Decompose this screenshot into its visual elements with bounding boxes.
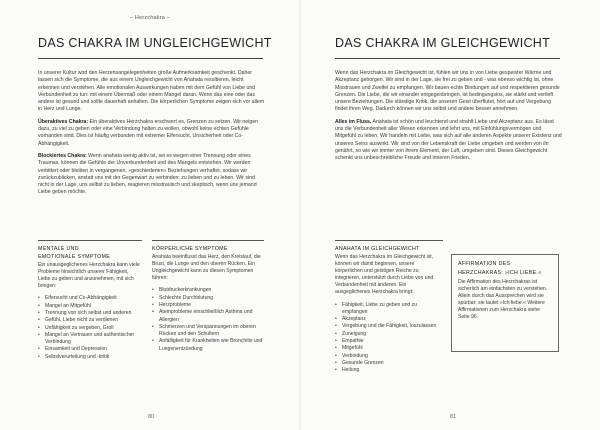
- list-item: • Fähigkeit, Liebe zu geben und zu empfangen: [335, 302, 443, 317]
- list-item: • Einsamkeit und Depression: [38, 346, 142, 353]
- list-item: • Selbstverurteilung und -kritik: [38, 354, 142, 361]
- right-intro-paragraph: Wenn das Herzchakra im Gleichgewicht ist, fühlen wir uns in von Liebe gespeister Wärme und Akzeptanz geborgen. Wir sind in der Lage, sie frei zu geben und - was ebenso wichtig ist, ohne Misstrauen und Zweifel zu empfangen. Wir bauen echte Bindungen auf und respektieren gesunde Grenzen. Die Liebe, die wir einander entgegenbringen, ist bedingungslos, sie stärkt und vertieft unsere Beziehungen. Die ständige Kritik, die unseren Geist überflutet, hört auf und Vergebung findet ihren Weg. Dadurch können wir uns selbst und andere besser annehmen.: [335, 70, 560, 113]
- list-item: • Akzeptanz: [335, 316, 443, 323]
- overactive-paragraph: [38, 119, 266, 148]
- list-item: • Mangel an Vertrauen und authentischer Verbindung: [38, 332, 142, 347]
- physical-intro: Anahata beeinflusst das Herz, den Kreislauf, die Brust, die Lunge und den oberen Rücken. Ein Ungleichgewicht kann zu diesen Symptomen führen:: [152, 254, 261, 282]
- running-head: – Herzchakra –: [129, 15, 171, 21]
- balance-column: [335, 240, 443, 375]
- flow-label: Alles im Fluss.: [335, 118, 372, 125]
- mental-intro: Ein unausgeglichenes Herzchakra kann viele Probleme hinsichtlich unserer Fähigkeit, Liebe zu geben und anzunehmen, mit sich bringen:: [38, 262, 140, 290]
- right-page: [300, 0, 600, 430]
- list-item: • Mangel an Mitgefühl: [38, 303, 142, 310]
- left-body: [38, 70, 266, 202]
- blocked-label: Blockiertes Chakra:: [38, 152, 87, 159]
- flow-text: Anahata ist schön und leuchtend und strahlt Liebe und Akzeptanz aus. Es lässt uns die Verbundenheit aller Wesen erkennen und lehrt uns, mit Einfühlungsvermögen und Mitgefühl zu leben. Wir handeln mit Liebe, was sich auf alle anderen Aspekte unserer Existenz und unseres Seins auswirkt. Wir sind von der Lebenskraft der Liebe umgeben und werden von ihr genährt, so wie wir immer von ihrem Element, der Luft, umgeben sind. Dieses Gleichgewicht schenkt uns unbeschreibliche Freude und inneren Frieden.: [335, 118, 562, 162]
- mental-heading-line-1: MENTALE UND: [38, 246, 79, 252]
- affirmation-text: Die Affirmation des Herzchakras ist sicherlich am einfachsten zu verstehen. Allein durch das Aussprechen wird sie spürbar: sie lautet »Ich liebe.« Weitere Affirmationen zum Herzchakra siehe Seite 96.: [458, 279, 548, 321]
- list-item: • Trennung von sich selbst und anderen: [38, 310, 142, 317]
- left-page-title: DAS CHAKRA IM UNGLEICHGEWICHT: [38, 36, 272, 50]
- list-item: • Schlechte Durchblutung: [152, 295, 264, 302]
- list-item: • Zuneigung: [335, 331, 443, 338]
- list-item: • Gesunde Grenzen: [335, 360, 443, 367]
- balance-heading: ANAHATA IM GLEICHGEWICHT: [335, 246, 420, 252]
- list-item: • Empathie: [335, 338, 443, 345]
- mental-heading-line-2: EMOTIONALE SYMPTOME: [38, 254, 111, 260]
- physical-heading: KÖRPERLICHE SYMPTOME: [152, 246, 228, 252]
- overactive-label: Überaktives Chakra:: [38, 118, 89, 125]
- list-item: • Heilung: [335, 367, 443, 374]
- column-rule: [38, 240, 142, 241]
- list-item: • Vergebung und die Fähigkeit, loszulassen: [335, 323, 443, 330]
- list-item: • Verbindung: [335, 353, 443, 360]
- list-item: • Schmerzen und Verspannungen im oberen Rücken und den Schultern: [152, 324, 264, 339]
- list-item: • Anfälligkeit für Krankheiten wie Bronchitis und Lungenentzündung: [152, 338, 264, 353]
- overactive-text: Ein überaktives Herzchakra erschwert es, Grenzen zu setzen. Wir neigen dazu, zu viel zu geben oder eine Verbindung halten zu wollen, obwohl keine echten Gefühle vorhanden sind. Dies ist häufig verbunden mit extremer Eifersucht, Unsicherheit oder Co-Abhängigkeit.: [38, 118, 258, 147]
- left-intro-paragraph: In unserer Kultur wird den Herzensangelegenheiten große Aufmerksamkeit geschenkt. Daher lassen sich die Symptome, die aus einem Ungleichgewicht von Anahata resultieren, leicht erkennen und verstehen. Alle emotionalen Auswirkungen haben mit dem Gefühl von Liebe und Verbundenheit zu tun: mit einem Übermaß oder einem Mangel daran. Wenn das eine oder das andere ist gesund und sollte dauerhaft anhalten. Die körperlichen Symptome zeigen sich vor allem in Herz und Lunge.: [38, 70, 265, 113]
- title-rule: [335, 58, 560, 59]
- affirmation-heading-line-2: HERZCHAKRAS: »ICH LIEBE.«: [458, 270, 542, 276]
- page-number: 81: [450, 414, 457, 420]
- list-item: • Unfähigkeit zu vergeben, Groll: [38, 325, 142, 332]
- list-item: • Atemprobleme einschließlich Asthma und Allergien: [152, 309, 264, 324]
- page-number: 80: [148, 414, 155, 420]
- list-item: • Blutdruckerkrankungen: [152, 287, 264, 294]
- column-rule: [335, 240, 443, 241]
- title-rule: [38, 58, 263, 59]
- list-item: • Mitgefühl: [335, 345, 443, 352]
- list-item: • Herzprobleme: [152, 302, 264, 309]
- mental-symptom-list: [38, 295, 142, 361]
- blocked-paragraph: [38, 153, 266, 197]
- list-item: • Eifersucht und Co-Abhängigkeit: [38, 295, 142, 302]
- flow-paragraph: [335, 119, 563, 163]
- mental-symptoms-column: [38, 240, 142, 361]
- column-rule: [152, 240, 264, 241]
- balance-intro: Wenn das Herzchakra im Gleichgewicht ist, können wir damit beginnen, unsere körperlichen und geistigen Reiche zu integrieren, unterstützt durch Liebe von und Verbundenheit mit anderen. Ein ausgeglichenes Herzchakra bringt:: [335, 254, 434, 296]
- physical-symptom-list: [152, 287, 264, 353]
- list-item: • Gefühl, Liebe nicht zu verdienen: [38, 317, 142, 324]
- balance-list: [335, 302, 443, 375]
- right-page-title: DAS CHAKRA IM GLEICHGEWICHT: [335, 36, 551, 50]
- affirmation-heading-line-1: AFFIRMATION DES: [458, 261, 511, 267]
- physical-symptoms-column: [152, 240, 264, 353]
- affirmation-box: [451, 254, 559, 352]
- blocked-text: Wenn anahata wenig aktiv ist, sei es wegen einer Trennung oder eines Traumas, können die Gefühle der Unverbundenheit und des Mangels entstehen. Wir werden verbittert oder bleiben in vergangenen, »geschiedenen« Beziehungen verhaftet, sodass wir zurückzublicken, anstatt uns mit der Gegenwart zu verbinden; zu lieben und zu leben. Wir sind nicht in der Lage, uns selbst zu lieben, reagieren misstrauisch und skeptisch, wenn uns jemand Liebe geben möchte.: [38, 152, 257, 196]
- right-body: [335, 70, 563, 168]
